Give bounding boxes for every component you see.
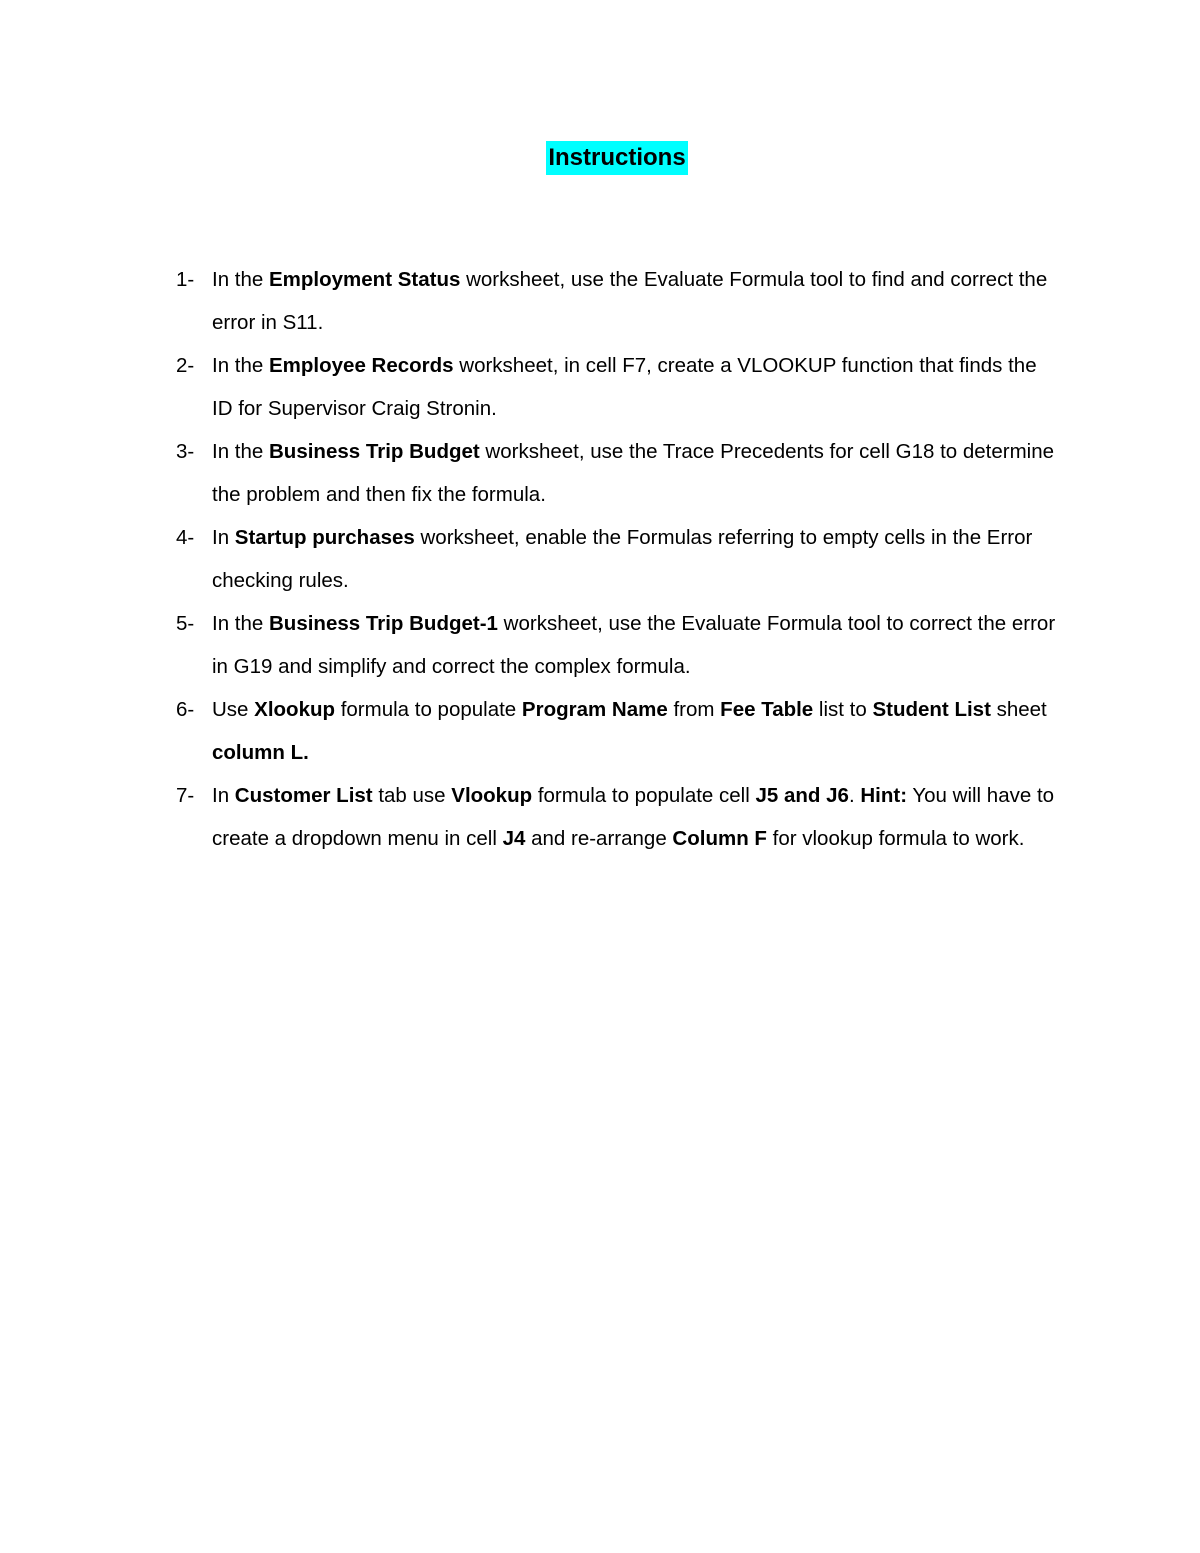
list-item [176, 258, 1056, 344]
list-item-text [212, 698, 1047, 764]
bold-text: J4 [502, 827, 526, 850]
text-segment: formula to populate [335, 698, 522, 721]
text-segment: for vlookup formula to work. [766, 827, 1025, 850]
title-container [0, 141, 1200, 175]
bold-text: Fee Table [720, 698, 814, 721]
text-segment: tab use [372, 784, 452, 807]
bold-text: column L. [212, 741, 309, 764]
list-item-text [212, 784, 1054, 850]
list-item-text [212, 268, 1047, 334]
list-item-number: 1 - [176, 258, 194, 301]
list-item [176, 602, 1056, 688]
bold-text: Customer List [234, 784, 373, 807]
bold-text: Business Trip Budget [269, 440, 480, 463]
bold-text: Employee Records [269, 354, 454, 377]
list-item-number: 6 - [176, 688, 194, 731]
text-segment: In [212, 784, 235, 807]
text-segment: worksheet, in cell F7, create a VLOOKUP function that finds the ID for Supervisor Craig Stronin. [212, 354, 1037, 420]
bold-text: Vlookup [451, 784, 533, 807]
text-segment: formula to populate cell [532, 784, 756, 807]
text-segment: list to [813, 698, 873, 721]
list-item-number: 5 - [176, 602, 194, 645]
list-item [176, 430, 1056, 516]
list-item-number: 2 - [176, 344, 194, 387]
bold-text: Student List [872, 698, 991, 721]
text-segment: . [848, 784, 861, 807]
text-segment: In the [212, 268, 269, 291]
list-item-text [212, 526, 1032, 592]
list-item-number: 4 - [176, 516, 194, 559]
bold-text: Employment Status [269, 268, 461, 291]
text-segment: from [667, 698, 721, 721]
page-title: Instructions [546, 141, 687, 175]
list-item-number: 7 - [176, 774, 194, 817]
bold-text: J5 and J6 [755, 784, 849, 807]
text-segment: worksheet, use the Evaluate Formula tool to find and correct the error in S11. [212, 268, 1048, 334]
text-segment: In the [212, 440, 269, 463]
text-segment: Use [212, 698, 255, 721]
text-segment: and re-arrange [525, 827, 673, 850]
list-item-text [212, 440, 1054, 506]
list-item [176, 344, 1056, 430]
bold-text: Xlookup [254, 698, 336, 721]
text-segment: worksheet, enable the Formulas referring to empty cells in the Error checking rules. [212, 526, 1033, 592]
text-segment: In the [212, 354, 269, 377]
bold-text: Column F [672, 827, 767, 850]
text-segment: In [212, 526, 235, 549]
bold-text: Program Name [521, 698, 668, 721]
list-item [176, 516, 1056, 602]
bold-text: Business Trip Budget-1 [269, 612, 498, 635]
bold-text: Hint: [860, 784, 908, 807]
list-item-text [212, 354, 1037, 420]
text-segment: worksheet, use the Evaluate Formula tool to correct the error in G19 and simplify and correct the complex formula. [212, 612, 1056, 678]
list-item-number: 3 - [176, 430, 194, 473]
text-segment: sheet [990, 698, 1047, 721]
list-item-text [212, 612, 1055, 678]
bold-text: Startup purchases [234, 526, 415, 549]
text-segment: worksheet, use the Trace Precedents for cell G18 to determine the problem and then fix the formula. [212, 440, 1055, 506]
text-segment: In the [212, 612, 269, 635]
instruction-list [176, 258, 1056, 860]
list-item [176, 688, 1056, 774]
list-item [176, 774, 1056, 860]
text-segment: You will have to create a dropdown menu in cell [212, 784, 1055, 850]
